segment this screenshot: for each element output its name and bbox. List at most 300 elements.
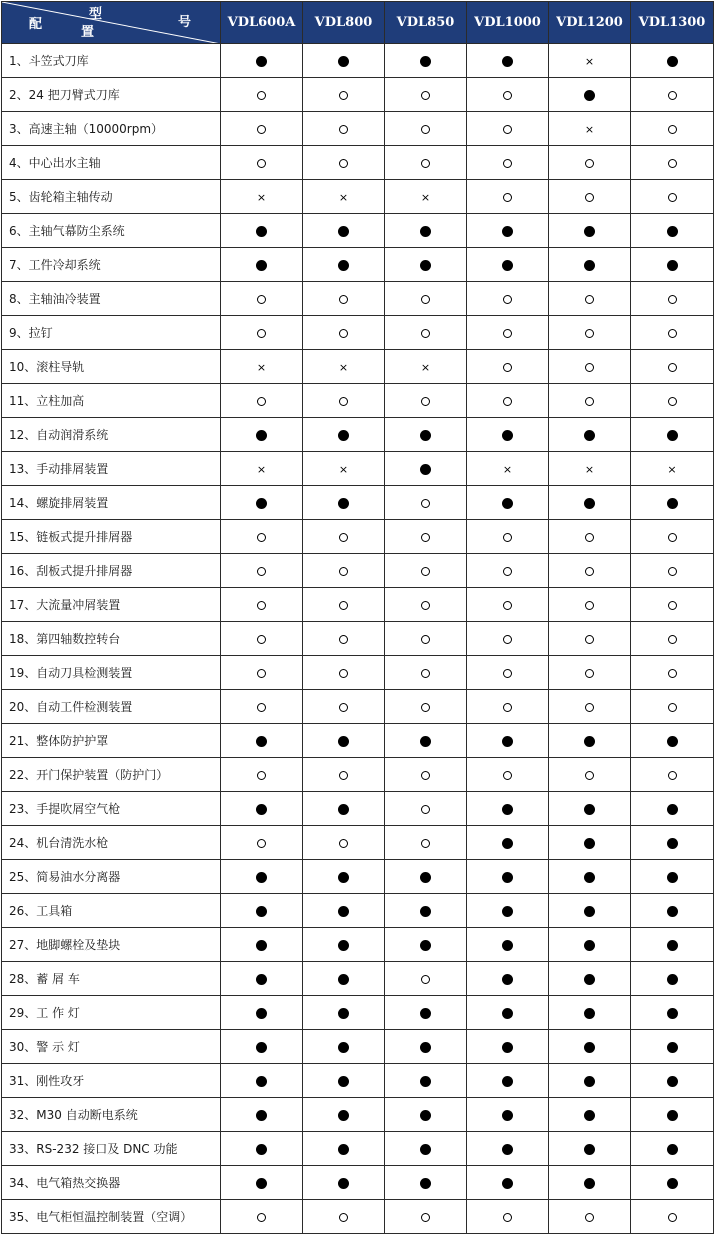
optional-hollow-dot-icon [421, 669, 430, 678]
feature-label: 19、自动刀具检测装置 [2, 656, 221, 690]
optional-hollow-dot-icon [503, 1213, 512, 1222]
optional-hollow-dot-icon [421, 771, 430, 780]
standard-filled-dot-icon [584, 1144, 595, 1155]
optional-hollow-dot-icon [421, 703, 430, 712]
table-row [2, 350, 714, 384]
table-row [2, 214, 714, 248]
standard-filled-dot-icon [338, 1008, 349, 1019]
optional-hollow-dot-icon [585, 771, 594, 780]
availability-cell [467, 1030, 549, 1064]
availability-cell [467, 826, 549, 860]
optional-hollow-dot-icon [339, 159, 348, 168]
optional-hollow-dot-icon [421, 397, 430, 406]
optional-hollow-dot-icon [668, 703, 677, 712]
availability-cell [467, 962, 549, 996]
standard-filled-dot-icon [338, 1144, 349, 1155]
feature-label: 22、开门保护装置（防护门） [2, 758, 221, 792]
availability-cell [631, 384, 714, 418]
table-row [2, 758, 714, 792]
standard-filled-dot-icon [502, 1110, 513, 1121]
optional-hollow-dot-icon [585, 363, 594, 372]
standard-filled-dot-icon [584, 1008, 595, 1019]
optional-hollow-dot-icon [421, 329, 430, 338]
availability-cell [221, 486, 303, 520]
standard-filled-dot-icon [420, 56, 431, 67]
availability-cell [467, 622, 549, 656]
availability-cell [631, 996, 714, 1030]
table-row [2, 860, 714, 894]
availability-cell [303, 146, 385, 180]
optional-hollow-dot-icon [503, 601, 512, 610]
table-row [2, 180, 714, 214]
availability-cell [631, 520, 714, 554]
table-row [2, 996, 714, 1030]
availability-cell [221, 962, 303, 996]
availability-cell [549, 78, 631, 112]
table-row [2, 418, 714, 452]
standard-filled-dot-icon [420, 736, 431, 747]
unavailable-cross-icon: × [338, 191, 349, 204]
standard-filled-dot-icon [338, 260, 349, 271]
standard-filled-dot-icon [502, 974, 513, 985]
optional-hollow-dot-icon [257, 159, 266, 168]
availability-cell [303, 180, 385, 214]
availability-cell [467, 44, 549, 78]
optional-hollow-dot-icon [339, 397, 348, 406]
availability-cell [221, 418, 303, 452]
table-row [2, 1098, 714, 1132]
availability-cell [549, 180, 631, 214]
availability-cell [221, 860, 303, 894]
availability-cell [385, 248, 467, 282]
optional-hollow-dot-icon [339, 91, 348, 100]
availability-cell [467, 656, 549, 690]
feature-label: 20、自动工件检测装置 [2, 690, 221, 724]
standard-filled-dot-icon [420, 1178, 431, 1189]
availability-cell [221, 520, 303, 554]
standard-filled-dot-icon [502, 940, 513, 951]
optional-hollow-dot-icon [503, 635, 512, 644]
feature-label: 32、M30 自动断电系统 [2, 1098, 221, 1132]
availability-cell [549, 724, 631, 758]
standard-filled-dot-icon [584, 430, 595, 441]
availability-cell [549, 792, 631, 826]
feature-label: 34、电气箱热交换器 [2, 1166, 221, 1200]
optional-hollow-dot-icon [421, 125, 430, 134]
optional-hollow-dot-icon [257, 329, 266, 338]
availability-cell [303, 1098, 385, 1132]
availability-cell [303, 248, 385, 282]
feature-label: 25、简易油水分离器 [2, 860, 221, 894]
table-row [2, 962, 714, 996]
availability-cell [303, 962, 385, 996]
standard-filled-dot-icon [667, 1178, 678, 1189]
optional-hollow-dot-icon [503, 295, 512, 304]
availability-cell [221, 894, 303, 928]
optional-hollow-dot-icon [503, 329, 512, 338]
optional-hollow-dot-icon [421, 91, 430, 100]
table-row [2, 248, 714, 282]
model-header-vdl600a: VDL600A [221, 2, 303, 44]
optional-hollow-dot-icon [668, 601, 677, 610]
corner-label-config-1: 配 [29, 17, 43, 32]
table-row [2, 384, 714, 418]
optional-hollow-dot-icon [503, 397, 512, 406]
standard-filled-dot-icon [584, 906, 595, 917]
availability-cell [303, 520, 385, 554]
optional-hollow-dot-icon [257, 771, 266, 780]
optional-hollow-dot-icon [585, 1213, 594, 1222]
feature-label: 29、工 作 灯 [2, 996, 221, 1030]
availability-cell [385, 1030, 467, 1064]
availability-cell [221, 316, 303, 350]
feature-label: 27、地脚螺栓及垫块 [2, 928, 221, 962]
standard-filled-dot-icon [584, 226, 595, 237]
availability-cell [303, 792, 385, 826]
availability-cell [303, 78, 385, 112]
availability-cell [467, 350, 549, 384]
availability-cell [631, 452, 714, 486]
standard-filled-dot-icon [338, 1110, 349, 1121]
table-row [2, 792, 714, 826]
availability-cell [385, 1200, 467, 1234]
standard-filled-dot-icon [256, 736, 267, 747]
optional-hollow-dot-icon [421, 805, 430, 814]
availability-cell [467, 792, 549, 826]
availability-cell [549, 622, 631, 656]
standard-filled-dot-icon [584, 974, 595, 985]
availability-cell [221, 724, 303, 758]
standard-filled-dot-icon [256, 1042, 267, 1053]
availability-cell [303, 724, 385, 758]
optional-hollow-dot-icon [503, 771, 512, 780]
model-header-vdl1300: VDL1300 [631, 2, 714, 44]
standard-filled-dot-icon [667, 1076, 678, 1087]
table-row [2, 588, 714, 622]
feature-label: 2、24 把刀臂式刀库 [2, 78, 221, 112]
optional-hollow-dot-icon [503, 533, 512, 542]
standard-filled-dot-icon [667, 872, 678, 883]
availability-cell [385, 486, 467, 520]
unavailable-cross-icon: × [502, 463, 513, 476]
standard-filled-dot-icon [256, 260, 267, 271]
standard-filled-dot-icon [502, 226, 513, 237]
standard-filled-dot-icon [502, 1076, 513, 1087]
availability-cell [631, 418, 714, 452]
standard-filled-dot-icon [256, 804, 267, 815]
optional-hollow-dot-icon [503, 159, 512, 168]
optional-hollow-dot-icon [668, 397, 677, 406]
availability-cell [221, 996, 303, 1030]
availability-cell [549, 1030, 631, 1064]
standard-filled-dot-icon [338, 736, 349, 747]
availability-cell [549, 214, 631, 248]
availability-cell [631, 486, 714, 520]
feature-label: 4、中心出水主轴 [2, 146, 221, 180]
availability-cell [549, 418, 631, 452]
standard-filled-dot-icon [667, 1110, 678, 1121]
feature-label: 3、高速主轴（10000rpm） [2, 112, 221, 146]
table-row [2, 520, 714, 554]
feature-label: 16、刮板式提升排屑器 [2, 554, 221, 588]
availability-cell [385, 44, 467, 78]
feature-label: 8、主轴油冷装置 [2, 282, 221, 316]
optional-hollow-dot-icon [339, 533, 348, 542]
feature-label: 1、斗笠式刀库 [2, 44, 221, 78]
standard-filled-dot-icon [338, 1042, 349, 1053]
standard-filled-dot-icon [338, 1076, 349, 1087]
standard-filled-dot-icon [667, 1042, 678, 1053]
availability-cell [221, 350, 303, 384]
optional-hollow-dot-icon [585, 193, 594, 202]
availability-cell [549, 962, 631, 996]
availability-cell [631, 962, 714, 996]
availability-cell [631, 180, 714, 214]
availability-cell [631, 146, 714, 180]
optional-hollow-dot-icon [503, 91, 512, 100]
availability-cell [467, 282, 549, 316]
availability-cell [303, 214, 385, 248]
unavailable-cross-icon: × [256, 463, 267, 476]
availability-cell [467, 1098, 549, 1132]
availability-cell [549, 350, 631, 384]
availability-cell [303, 826, 385, 860]
availability-cell [303, 418, 385, 452]
optional-hollow-dot-icon [668, 125, 677, 134]
availability-cell [631, 1030, 714, 1064]
availability-cell [221, 1132, 303, 1166]
availability-cell [221, 384, 303, 418]
optional-hollow-dot-icon [339, 125, 348, 134]
optional-hollow-dot-icon [668, 771, 677, 780]
availability-cell [385, 146, 467, 180]
availability-cell [549, 588, 631, 622]
availability-cell [631, 282, 714, 316]
optional-hollow-dot-icon [257, 533, 266, 542]
feature-label: 33、RS-232 接口及 DNC 功能 [2, 1132, 221, 1166]
availability-cell [385, 350, 467, 384]
optional-hollow-dot-icon [421, 533, 430, 542]
feature-label: 35、电气柜恒温控制装置（空调） [2, 1200, 221, 1234]
optional-hollow-dot-icon [339, 703, 348, 712]
optional-hollow-dot-icon [339, 635, 348, 644]
optional-hollow-dot-icon [257, 669, 266, 678]
optional-hollow-dot-icon [585, 159, 594, 168]
availability-cell [631, 826, 714, 860]
availability-cell [303, 928, 385, 962]
availability-cell [549, 758, 631, 792]
availability-cell [221, 826, 303, 860]
availability-cell [549, 384, 631, 418]
table-row [2, 1200, 714, 1234]
standard-filled-dot-icon [502, 1008, 513, 1019]
optional-hollow-dot-icon [668, 91, 677, 100]
feature-label: 21、整体防护护罩 [2, 724, 221, 758]
availability-cell [303, 656, 385, 690]
availability-cell [467, 894, 549, 928]
standard-filled-dot-icon [256, 1144, 267, 1155]
standard-filled-dot-icon [502, 838, 513, 849]
standard-filled-dot-icon [256, 430, 267, 441]
availability-cell [303, 622, 385, 656]
availability-cell [385, 1166, 467, 1200]
availability-cell [303, 996, 385, 1030]
standard-filled-dot-icon [667, 974, 678, 985]
availability-cell [303, 452, 385, 486]
unavailable-cross-icon: × [338, 463, 349, 476]
optional-hollow-dot-icon [668, 329, 677, 338]
availability-cell [221, 792, 303, 826]
availability-cell [631, 1132, 714, 1166]
availability-cell [303, 860, 385, 894]
standard-filled-dot-icon [502, 872, 513, 883]
availability-cell [467, 78, 549, 112]
table-row [2, 78, 714, 112]
table-row [2, 690, 714, 724]
availability-cell [303, 1132, 385, 1166]
feature-label: 7、工件冷却系统 [2, 248, 221, 282]
model-header-vdl1200: VDL1200 [549, 2, 631, 44]
table-row [2, 622, 714, 656]
standard-filled-dot-icon [667, 940, 678, 951]
optional-hollow-dot-icon [339, 669, 348, 678]
feature-label: 5、齿轮箱主轴传动 [2, 180, 221, 214]
optional-hollow-dot-icon [257, 1213, 266, 1222]
standard-filled-dot-icon [584, 872, 595, 883]
configuration-table [1, 1, 714, 1234]
standard-filled-dot-icon [256, 226, 267, 237]
availability-cell [549, 282, 631, 316]
feature-label: 14、螺旋排屑装置 [2, 486, 221, 520]
feature-label: 18、第四轴数控转台 [2, 622, 221, 656]
availability-cell [303, 44, 385, 78]
optional-hollow-dot-icon [257, 295, 266, 304]
feature-label: 15、链板式提升排屑器 [2, 520, 221, 554]
unavailable-cross-icon: × [584, 55, 595, 68]
availability-cell [303, 486, 385, 520]
availability-cell [221, 622, 303, 656]
availability-cell [221, 1030, 303, 1064]
optional-hollow-dot-icon [421, 567, 430, 576]
availability-cell [385, 894, 467, 928]
standard-filled-dot-icon [584, 498, 595, 509]
model-header-vdl800: VDL800 [303, 2, 385, 44]
table-row [2, 1166, 714, 1200]
availability-cell [221, 146, 303, 180]
availability-cell [467, 1166, 549, 1200]
standard-filled-dot-icon [584, 1076, 595, 1087]
standard-filled-dot-icon [256, 1008, 267, 1019]
optional-hollow-dot-icon [339, 771, 348, 780]
standard-filled-dot-icon [667, 260, 678, 271]
standard-filled-dot-icon [256, 1178, 267, 1189]
optional-hollow-dot-icon [421, 839, 430, 848]
availability-cell [467, 486, 549, 520]
standard-filled-dot-icon [338, 226, 349, 237]
standard-filled-dot-icon [502, 736, 513, 747]
optional-hollow-dot-icon [585, 533, 594, 542]
availability-cell [221, 112, 303, 146]
optional-hollow-dot-icon [339, 329, 348, 338]
standard-filled-dot-icon [502, 1042, 513, 1053]
unavailable-cross-icon: × [584, 123, 595, 136]
availability-cell [467, 112, 549, 146]
availability-cell [467, 554, 549, 588]
availability-cell [303, 112, 385, 146]
table-row [2, 282, 714, 316]
availability-cell [631, 112, 714, 146]
availability-cell [549, 316, 631, 350]
feature-label: 24、机台清洗水枪 [2, 826, 221, 860]
standard-filled-dot-icon [502, 1178, 513, 1189]
standard-filled-dot-icon [256, 1110, 267, 1121]
availability-cell [385, 996, 467, 1030]
optional-hollow-dot-icon [503, 703, 512, 712]
availability-cell [303, 384, 385, 418]
availability-cell [221, 928, 303, 962]
availability-cell [549, 656, 631, 690]
availability-cell [221, 452, 303, 486]
standard-filled-dot-icon [667, 906, 678, 917]
availability-cell [467, 996, 549, 1030]
standard-filled-dot-icon [256, 906, 267, 917]
standard-filled-dot-icon [420, 906, 431, 917]
standard-filled-dot-icon [584, 838, 595, 849]
standard-filled-dot-icon [338, 872, 349, 883]
availability-cell [221, 248, 303, 282]
optional-hollow-dot-icon [421, 499, 430, 508]
standard-filled-dot-icon [584, 1110, 595, 1121]
table-row [2, 44, 714, 78]
availability-cell [303, 894, 385, 928]
feature-label: 13、手动排屑装置 [2, 452, 221, 486]
feature-label: 11、立柱加高 [2, 384, 221, 418]
optional-hollow-dot-icon [668, 669, 677, 678]
availability-cell [385, 622, 467, 656]
standard-filled-dot-icon [502, 260, 513, 271]
availability-cell [221, 180, 303, 214]
availability-cell [385, 384, 467, 418]
availability-cell [467, 248, 549, 282]
availability-cell [631, 928, 714, 962]
table-row [2, 316, 714, 350]
optional-hollow-dot-icon [503, 669, 512, 678]
availability-cell [303, 1064, 385, 1098]
standard-filled-dot-icon [584, 1042, 595, 1053]
table-body [2, 44, 714, 1234]
standard-filled-dot-icon [420, 430, 431, 441]
optional-hollow-dot-icon [339, 601, 348, 610]
availability-cell [549, 860, 631, 894]
availability-cell [385, 282, 467, 316]
availability-cell [467, 180, 549, 214]
corner-header-cell [2, 2, 221, 44]
optional-hollow-dot-icon [257, 703, 266, 712]
model-header-vdl850: VDL850 [385, 2, 467, 44]
optional-hollow-dot-icon [503, 363, 512, 372]
availability-cell [221, 1098, 303, 1132]
availability-cell [385, 214, 467, 248]
optional-hollow-dot-icon [339, 839, 348, 848]
availability-cell [467, 724, 549, 758]
availability-cell [221, 554, 303, 588]
optional-hollow-dot-icon [257, 397, 266, 406]
availability-cell [303, 1200, 385, 1234]
optional-hollow-dot-icon [339, 295, 348, 304]
availability-cell [221, 78, 303, 112]
availability-cell [467, 146, 549, 180]
unavailable-cross-icon: × [667, 463, 677, 476]
